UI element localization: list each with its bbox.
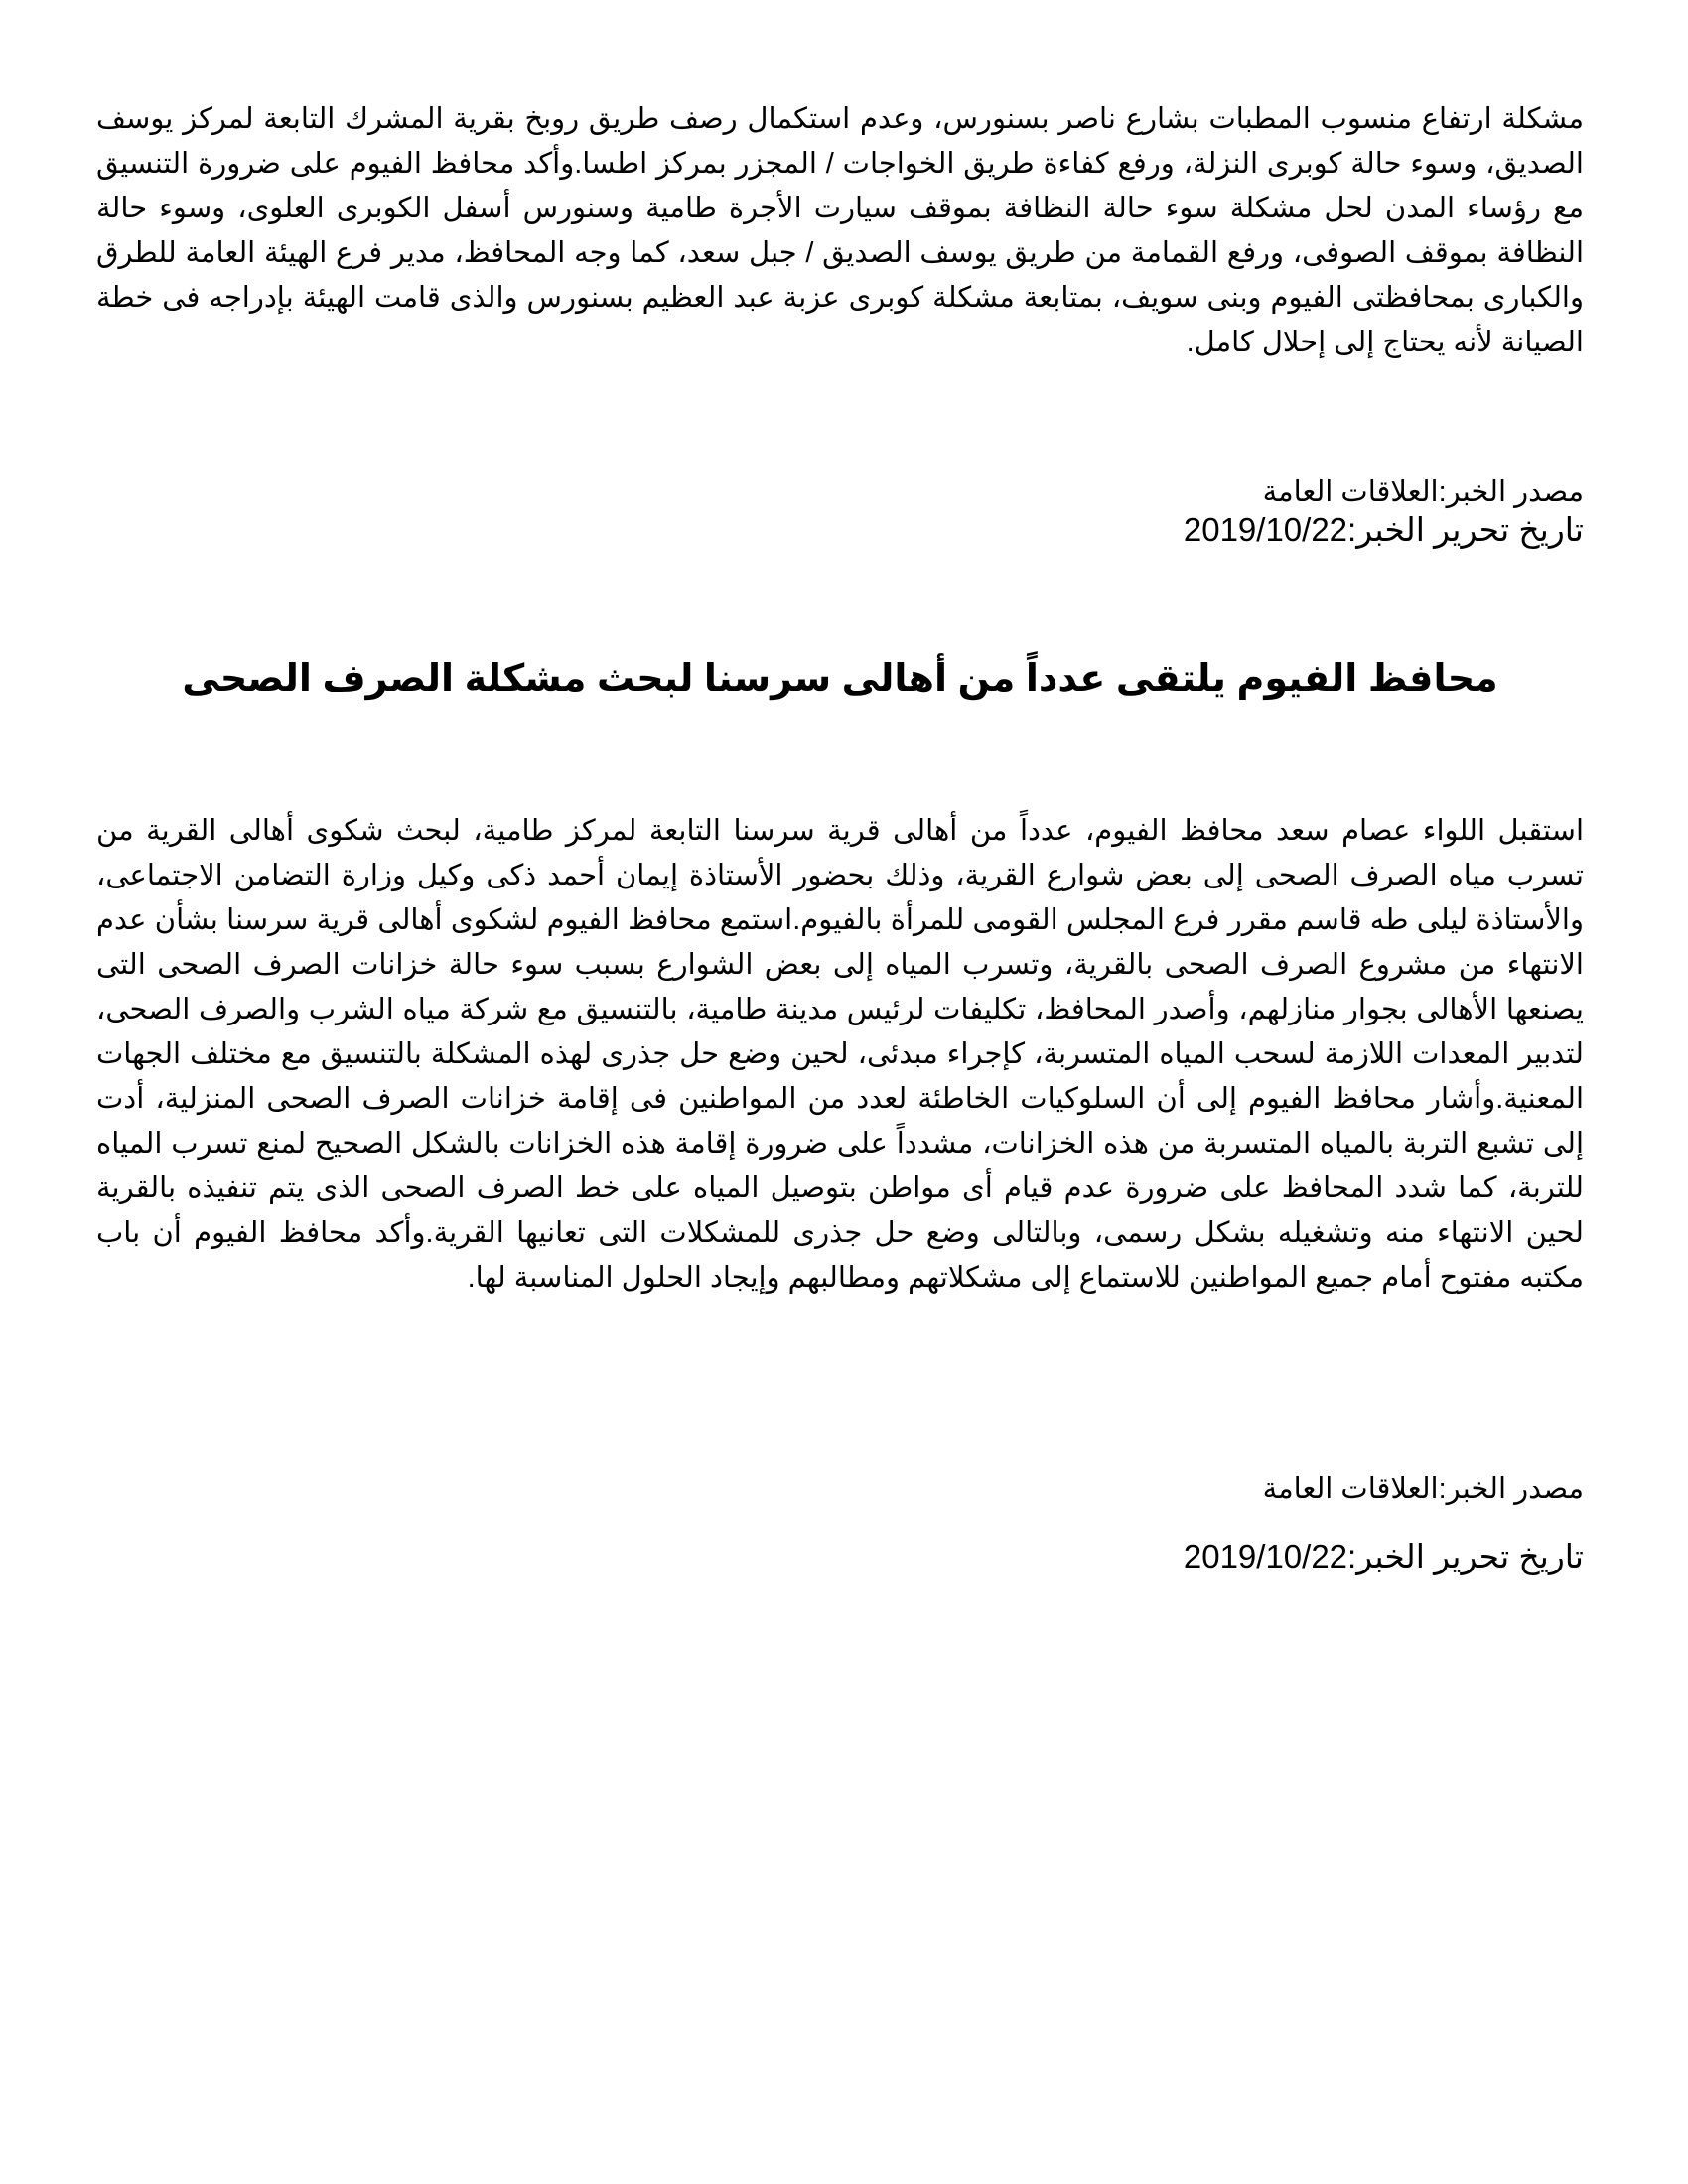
- article-2-date: تاريخ تحرير الخبر:2019/10/22: [1183, 1538, 1584, 1574]
- article-2-source: مصدر الخبر:العلاقات العامة: [1262, 1473, 1584, 1505]
- article-1-body: مشكلة ارتفاع منسوب المطبات بشارع ناصر بسنورس، وعدم استكمال رصف طريق روبخ بقرية المشرك التابعة لمركز يوسف الصديق، وسوء حالة كوبرى النزلة، ورفع كفاءة طريق الخواجات / المجزر بمركز اطسا.وأكد محافظ الفيوم على ضرورة التنسيق مع رؤساء المدن لحل مشكلة سوء حالة النظافة بموقف سيارت الأجرة طامية وسنورس أسفل الكوبرى العلوى، وسوء حالة النظافة بموقف الصوفى، ورفع القمامة من طريق يوسف الصديق / جبل سعد، كما وجه المحافظ، مدير فرع الهيئة العامة للطرق والكبارى بمحافظتى الفيوم وبنى سويف، بمتابعة مشكلة كوبرى عزبة عبد العظيم بسنورس والذى قامت الهيئة بإدراجه فى خطة الصيانة لأنه يحتاج إلى إحلال كامل.: [96, 103, 1584, 358]
- article-1-source: مصدر الخبر:العلاقات العامة: [1262, 477, 1584, 508]
- article-1-date: تاريخ تحرير الخبر:2019/10/22: [1183, 511, 1584, 548]
- article-2-body: استقبل اللواء عصام سعد محافظ الفيوم، عدداً من أهالى قرية سرسنا التابعة لمركز طامية، لبحث شكوى أهالى القرية من تسرب مياه الصرف الصحى إلى بعض شوارع القرية، وذلك بحضور الأستاذة إيمان أحمد ذكى وكيل وزارة التضامن الاجتماعى، والأستاذة ليلى طه قاسم مقرر فرع المجلس القومى للمرأة بالفيوم.استمع محافظ الفيوم لشكوى أهالى قرية سرسنا بشأن عدم الانتهاء من مشروع الصرف الصحى بالقرية، وتسرب المياه إلى بعض الشوارع بسبب سوء حالة خزانات الصرف الصحى التى يصنعها الأهالى بجوار منازلهم، وأصدر المحافظ، تكليفات لرئيس مدينة طامية، بالتنسيق مع شركة مياه الشرب والصرف الصحى، لتدبير المعدات اللازمة لسحب المياه المتسربة، كإجراء مبدئى، لحين وضع حل جذرى لهذه المشكلة بالتنسيق مع مختلف الجهات المعنية.وأشار محافظ الفيوم إلى أن السلوكيات الخاطئة لعدد من المواطنين فى إقامة خزانات الصرف الصحى المنزلية، أدت إلى تشبع التربة بالمياه المتسربة من هذه الخزانات، مشدداً على ضرورة إقامة هذه الخزانات بالشكل الصحيح لمنع تسرب المياه للتربة، كما شدد المحافظ على ضرورة عدم قيام أى مواطن بتوصيل المياه على خط الصرف الصحى الذى يتم تنفيذه بالقرية لحين الانتهاء منه وتشغيله بشكل رسمى، وبالتالى وضع حل جذرى للمشكلات التى تعانيها القرية.وأكد محافظ الفيوم أن باب مكتبه مفتوح أمام جميع المواطنين للاستماع إلى مشكلاتهم ومطالبهم وإيجاد الحلول المناسبة لها.: [96, 815, 1584, 1294]
- article-2-title: محافظ الفيوم يلتقى عدداً من أهالى سرسنا لبحث مشكلة الصرف الصحى: [182, 658, 1498, 700]
